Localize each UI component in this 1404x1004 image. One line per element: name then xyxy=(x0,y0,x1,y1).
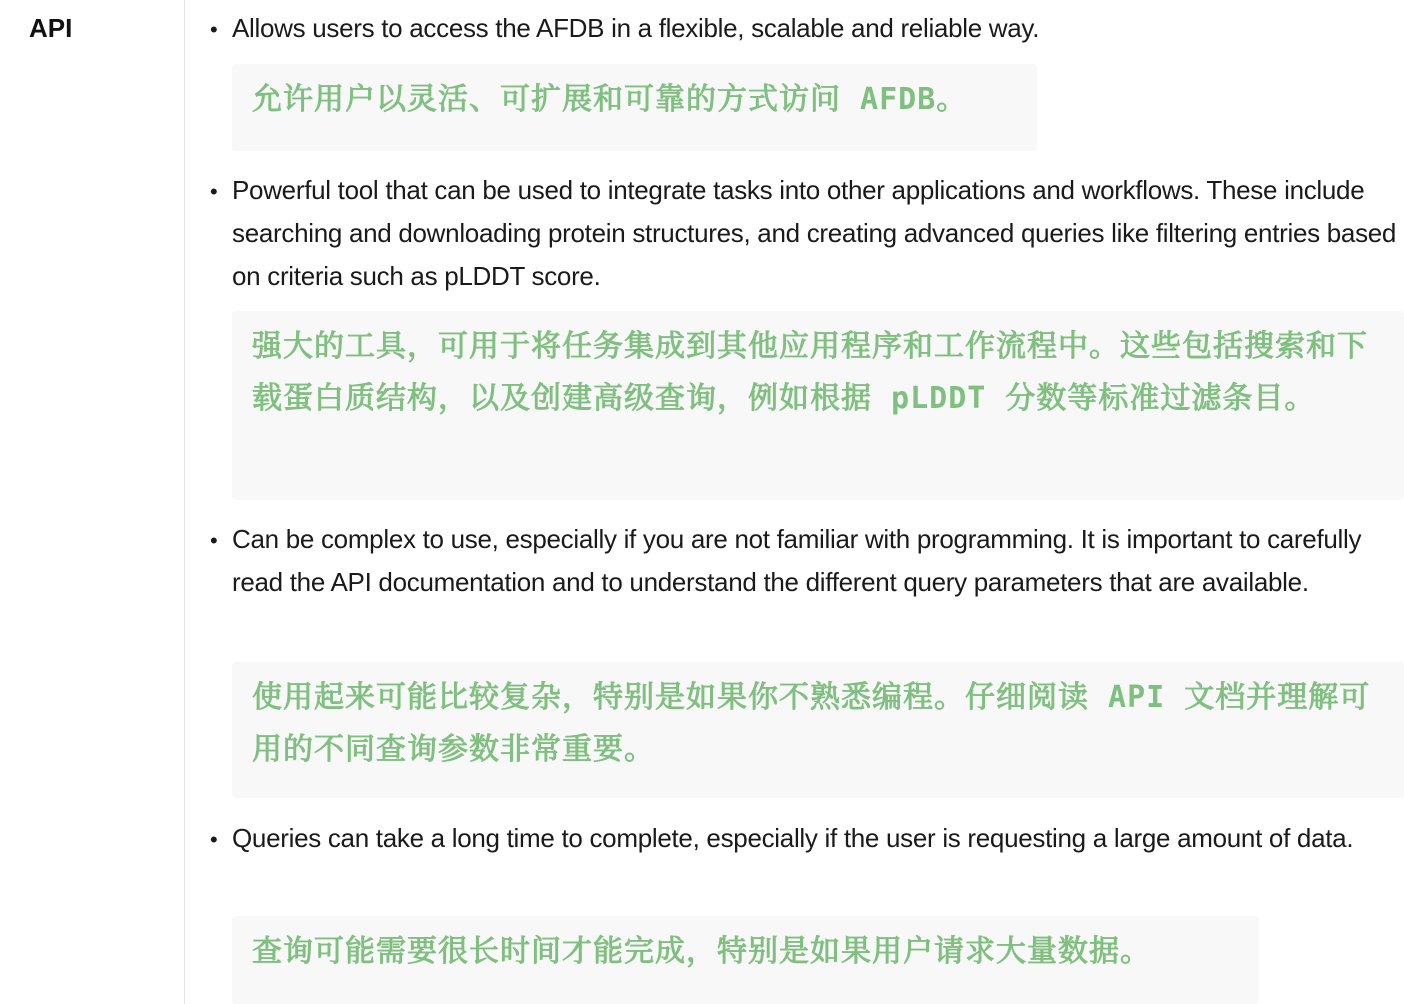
bullet-icon: • xyxy=(210,179,218,204)
content-column xyxy=(186,0,1404,1004)
list-item xyxy=(186,817,1404,1004)
list-item xyxy=(186,169,1404,504)
item-text: Queries can take a long time to complete, especially if the user is requesting a large amount of data. xyxy=(232,823,1354,853)
label-column xyxy=(0,0,185,1004)
item-text: Powerful tool that can be used to integrate tasks into other applications and workflows. These include searching and downloading protein structures, and creating advanced queries like filtering entries based on criteria such as pLDDT score. xyxy=(232,175,1397,291)
translation-text: 允许用户以灵活、可扩展和可靠的方式访问 AFDB。 xyxy=(252,82,968,117)
list-item xyxy=(186,518,1404,803)
item-text: Can be complex to use, especially if you are not familiar with programming. It is important to carefully read the API documentation and to understand the different query parameters that are available. xyxy=(232,524,1362,597)
translation-box xyxy=(232,916,1259,1004)
translation-box xyxy=(232,311,1404,500)
item-text: Allows users to access the AFDB in a flexible, scalable and reliable way. xyxy=(232,13,1040,43)
bullet-icon: • xyxy=(210,17,218,42)
list-item xyxy=(186,7,1404,157)
translation-text: 查询可能需要很长时间才能完成，特别是如果用户请求大量数据。 xyxy=(252,934,1151,969)
translation-text: 使用起来可能比较复杂，特别是如果你不熟悉编程。仔细阅读 API 文档并理解可用的不同查询参数非常重要。 xyxy=(252,680,1371,767)
translation-box xyxy=(232,662,1404,798)
row-label: API xyxy=(29,13,73,43)
bullet-icon: • xyxy=(210,528,218,553)
translation-box xyxy=(232,64,1037,151)
translation-text: 强大的工具，可用于将任务集成到其他应用程序和工作流程中。这些包括搜索和下载蛋白质结构，以及创建高级查询，例如根据 pLDDT 分数等标准过滤条目。 xyxy=(252,329,1368,416)
bullet-icon: • xyxy=(210,827,218,852)
